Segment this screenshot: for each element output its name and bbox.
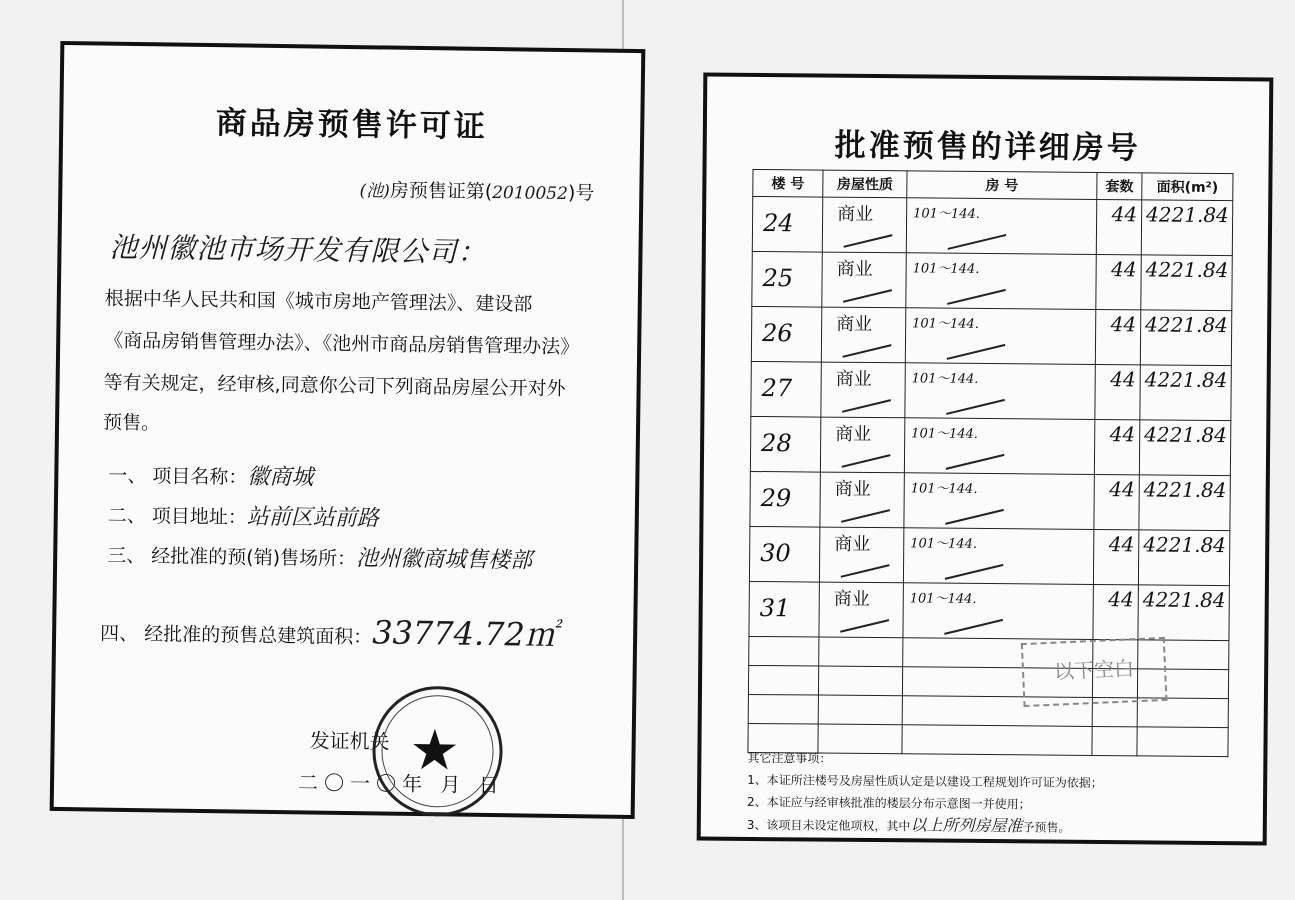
cell-area [1138,530,1229,586]
para-line: 《商品房销售管理办法》、《池州市商品房销售管理办法》 [104,329,580,359]
cell-building [751,306,821,362]
cert-no-value: 2010052 [492,182,569,205]
cell-area [1140,365,1231,421]
cell-building [752,251,822,307]
para-line: 等有关规定，经审核,同意你公司下列商品房屋公开对外 [103,371,566,401]
cell-area [1139,475,1230,531]
cell-building-value: 30 [760,539,791,568]
cert-prefix: (池) [359,181,390,202]
cell-area [1138,585,1229,641]
col-building: 楼 号 [753,169,823,197]
item-label: 二、 项目地址： [107,504,247,529]
strike-mark [843,289,892,302]
cell-use-value: 商业 [834,478,871,501]
cell-sets [1095,309,1140,364]
cell-sets [1096,199,1141,254]
cell-rooms-value: 101～144. [909,591,977,607]
cell-use [821,362,905,418]
strike-mark [840,619,889,632]
cell-use [822,197,906,253]
cell-building-value: 27 [761,374,793,403]
cell-area [1141,255,1232,311]
total-presale-area [100,604,557,656]
cell-use-value: 商业 [837,203,874,226]
cell-rooms [903,528,1093,585]
cell-use [822,252,906,308]
star-icon: ★ [409,717,461,784]
strike-mark [945,564,1004,579]
cert-mid: 房预售证第( [389,179,493,203]
cell-area [1139,420,1230,476]
cell-sets-value: 44 [1111,257,1137,282]
cell-rooms [906,253,1096,310]
cell-rooms [904,473,1094,530]
cell-rooms [903,583,1093,640]
cell-building [749,526,819,582]
strike-mark [947,344,1006,359]
presale-permit-page [50,41,646,819]
cell-use-value: 商业 [835,423,872,446]
cell-building-value: 28 [761,429,792,458]
item-value: 站前区站前路 [246,504,379,532]
item-sales-location [107,538,532,575]
cell-rooms [906,198,1096,255]
issue-date: 二〇一〇年 月 日 [297,770,505,798]
strike-mark [948,234,1007,249]
cell-use [819,582,903,638]
issuing-authority: 发证机关 [309,728,390,754]
item-project-name [108,458,313,492]
notes [747,747,1103,839]
cell-area [1140,310,1231,366]
cell-sets-value: 44 [1109,477,1135,502]
cell-sets [1094,419,1139,474]
cert-suffix: )号 [567,182,595,205]
cell-building [750,471,820,527]
empty-cell [818,666,902,696]
strike-mark [944,619,1003,634]
cell-sets [1093,529,1138,584]
strike-mark [841,454,890,467]
cell-rooms-value: 101～144. [913,206,980,222]
cell-building-value: 29 [760,484,792,513]
cell-use-value: 商业 [833,588,870,610]
cell-area-value: 4221.84 [1142,587,1226,613]
cell-rooms-value: 101～144. [912,261,980,277]
strike-mark [946,399,1005,414]
empty-cell [818,695,902,725]
cell-rooms-value: 101～144. [911,426,979,442]
table-row [749,581,1229,640]
empty-cell [748,665,818,695]
item-value: 池州徽商城售楼部 [355,546,533,574]
empty-cell [748,694,818,724]
note3-prefix: 3、该项目未设定他项权，其中 [746,817,911,834]
item-value: 徽商城 [247,464,314,491]
table-row [751,361,1231,420]
cell-sets-value: 44 [1109,422,1136,447]
cell-rooms-value: 101～144. [911,371,979,387]
strike-mark [841,509,890,522]
cell-building [751,361,821,417]
cell-rooms-value: 101～144. [912,316,980,332]
empty-cell [819,637,903,667]
col-sets: 套数 [1097,172,1142,199]
cell-area-value: 4221.84 [1145,312,1229,338]
cell-sets [1096,254,1141,309]
cell-sets [1095,364,1140,419]
item-label: 一、 项目名称： [108,464,248,489]
note-item: 1、本证所注楼号及房屋性质认定是以建设工程规划许可证为依据； [747,772,1103,791]
cell-area-value: 4221.84 [1143,532,1227,558]
strike-mark [842,399,891,412]
cell-use [819,527,903,583]
cell-use-value: 商业 [836,313,873,336]
cell-building-value: 25 [762,264,794,293]
cell-building [750,416,820,472]
cell-sets-value: 44 [1110,367,1136,392]
cell-building-value: 26 [761,319,793,348]
cell-area-value: 4221.84 [1146,202,1229,228]
cell-area-value: 4221.84 [1145,257,1229,283]
para-line: 预售。 [102,411,161,435]
note-item [747,813,1103,839]
cell-rooms [905,363,1095,420]
cell-use-value: 商业 [835,368,872,391]
permit-title: 商品房预售许可证 [215,105,488,145]
table-row [749,526,1229,585]
cell-building [749,581,819,637]
total-area-value: 33774.72㎡ [371,613,558,654]
table-row [750,416,1230,475]
certificate-number [359,175,594,205]
total-area-label: 四、 经批准的预售总建筑面积： [99,622,373,649]
cell-rooms-value: 101～144. [910,481,978,497]
strike-mark [945,509,1004,524]
cell-sets-value: 44 [1108,532,1135,557]
empty-cell [1137,698,1228,728]
cell-use-value: 商业 [836,258,873,281]
cell-rooms [904,418,1094,475]
empty-cell [1137,727,1228,757]
note3-handwritten: 以上所列房屋准 [910,815,1023,836]
strike-mark [843,234,892,247]
cell-area-value: 4221.84 [1143,477,1227,503]
table-row [751,306,1231,365]
table-row [752,196,1232,255]
cell-use [820,472,904,528]
cell-area [1141,200,1232,256]
strike-mark [842,344,891,357]
cell-sets-value: 44 [1110,312,1137,337]
empty-cell [749,636,819,666]
strike-mark [841,564,890,577]
cell-sets [1093,584,1138,639]
room-list-page [697,73,1274,846]
cell-building-value: 24 [762,209,794,238]
cell-building [752,196,822,252]
blank-stamp: 以下空白 [1021,637,1168,707]
para-line: 根据中华人民共和国《城市房地产管理法》、建设部 [104,287,533,316]
cell-rooms [905,308,1095,365]
room-list-title: 批准预售的详细房号 [834,127,1141,167]
cell-rooms-value: 101～144. [910,536,978,552]
col-use: 房屋性质 [823,170,907,198]
cell-sets [1094,474,1139,529]
cell-sets-value: 44 [1108,587,1134,612]
cell-building-value: 31 [759,594,791,623]
cell-area-value: 4221.84 [1144,367,1228,393]
cell-sets-value: 44 [1111,202,1138,227]
strike-mark [946,454,1005,469]
cell-use [820,417,904,473]
cell-use-value: 商业 [834,533,871,556]
item-label: 三、 经批准的预(销)售场所： [107,544,357,571]
company-name: 池州徽池市场开发有限公司： [109,230,487,269]
note3-suffix: 予预售。 [1022,820,1071,835]
cell-use [821,307,905,363]
note-item: 2、本证应与经审核批准的楼层分布示意图一并使用； [746,794,1031,812]
cell-area-value: 4221.84 [1144,422,1228,448]
col-area: 面积(m²) [1142,173,1233,201]
table-header-row [753,169,1233,200]
table-row [750,471,1230,530]
item-project-address [108,498,379,533]
col-rooms: 房 号 [907,171,1097,200]
strike-mark [947,289,1006,304]
notes-title: 其它注意事项： [747,750,832,766]
table-row [752,251,1232,310]
